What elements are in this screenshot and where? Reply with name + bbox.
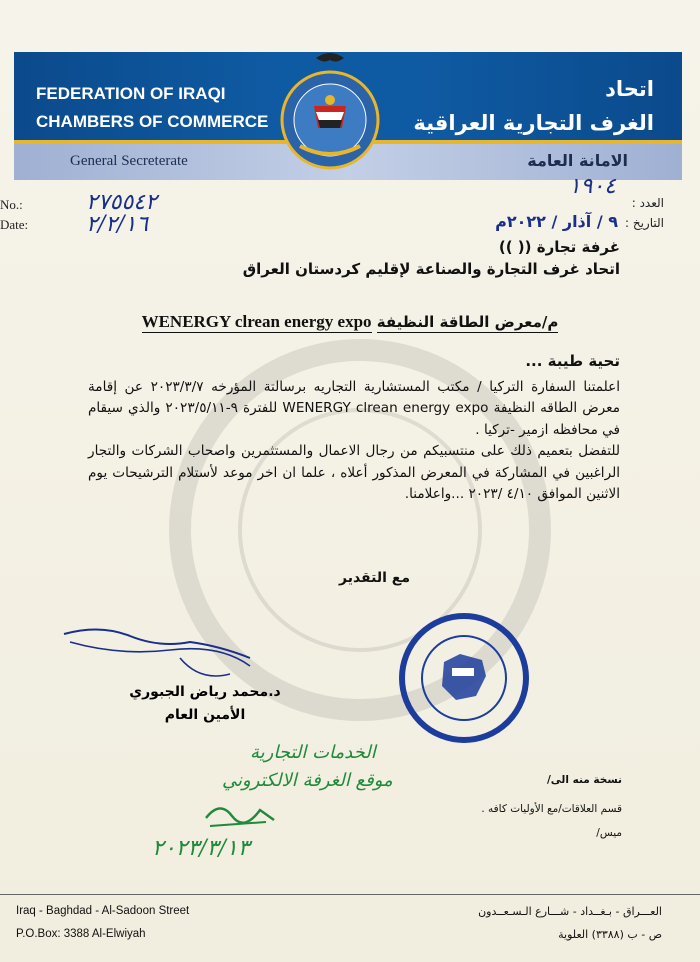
org-name-ar-line1: اتحاد <box>605 77 654 101</box>
signatory-title: الأمين العام <box>164 707 246 723</box>
footer-divider <box>0 894 700 895</box>
closing-phrase: مع التقدير <box>338 570 410 586</box>
body-paragraph-1: اعلمتنا السفارة التركيا / مكتب المستشارية التجاريه برسالتة المؤرخه ٢٠٢٣/٣/٧ عن إقامة معرض الطاقه النظيفة WENERGY clrean energy expo للفترة ٩-٢٠٢٣/٥/١١ والذي سيقام في محافظه ازمير -تركيا . <box>88 379 620 438</box>
footer-address-en-line1: Iraq - Baghdad - Al-Sadoon Street <box>16 905 190 917</box>
left-date-handwritten: ٢/٢/١٦ <box>86 212 149 237</box>
left-number-handwritten: ٢٧٥٥٤٢ <box>86 190 157 215</box>
greeting: تحية طيبة ... <box>525 352 620 370</box>
footer-address-ar-line2: ص - ب (٣٣٨٨) العلوية <box>558 928 662 941</box>
dept-name-ar: الامانة العامة <box>527 151 628 170</box>
org-name-ar-line2: الغرف التجارية العراقية <box>413 111 654 135</box>
green-note-date: ٢٠٢٣/٣/١٣ <box>152 836 250 861</box>
letter-body <box>88 377 620 505</box>
green-initials-mark <box>200 796 280 832</box>
org-name-en <box>36 80 268 136</box>
left-date-label: Date: <box>0 217 29 232</box>
copies-line2: ميس/ <box>596 827 622 839</box>
green-note-line1: الخدمات التجارية <box>250 742 376 763</box>
addressee-line1: غرفة تجارة (( )) <box>498 238 620 256</box>
signature-mark <box>60 622 260 692</box>
right-no-label: العدد : <box>631 196 664 210</box>
footer-address-en-line2: P.O.Box: 3388 Al-Elwiyah <box>16 928 146 940</box>
subject-prefix: م/معرض الطاقة النظيفة <box>376 313 559 331</box>
copies-label: نسخة منه الى/ <box>546 774 622 786</box>
meta-right <box>625 193 664 233</box>
right-date-label: التاريخ : <box>624 216 664 230</box>
addressee-line2: اتحاد غرف التجارة والصناعة لإقليم كردستان العراق <box>242 260 620 278</box>
left-no-label: No.: <box>0 197 23 212</box>
subject-title-en: WENERGY clrean energy expo <box>141 312 372 331</box>
official-stamp <box>396 610 532 746</box>
signatory-name: د.محمد رياض الجبوري <box>129 684 281 700</box>
right-number-handwritten: ١٩٠٤ <box>568 174 616 199</box>
org-name-en-line1: FEDERATION OF IRAQI <box>36 84 226 103</box>
org-name-ar <box>413 72 654 140</box>
org-name-en-line2: CHAMBERS OF COMMERCE <box>36 112 269 131</box>
subject-line <box>0 312 700 332</box>
dept-name-en: General Secreterate <box>70 153 188 169</box>
body-paragraph-2: للتفضل بتعميم ذلك على منتسبيكم من رجال الاعمال والمستثمرين واصحاب الشركات والتجار الراغبين في المشاركة في المعرض المذكور أعلاه ، علما ان اخر موعد لأستلام الترشيحات يوم الاثنين الموافق ٤/١٠ /٢٠٢٣ ...واعلامنا. <box>88 443 620 503</box>
copies-line1: قسم العلاقات/مع الأوليات كافه . <box>481 803 622 815</box>
footer-address-ar-line1: العـــراق - بـغــداد - شـــارع الـسـعــدون <box>478 905 662 918</box>
ficc-seal-logo <box>276 50 384 170</box>
meta-left <box>0 195 28 235</box>
right-date-handwritten: ٩ / آذار / ٢٠٢٢م <box>495 212 618 231</box>
green-note-line2: موقع الغرفة الالكتروني <box>222 770 393 791</box>
